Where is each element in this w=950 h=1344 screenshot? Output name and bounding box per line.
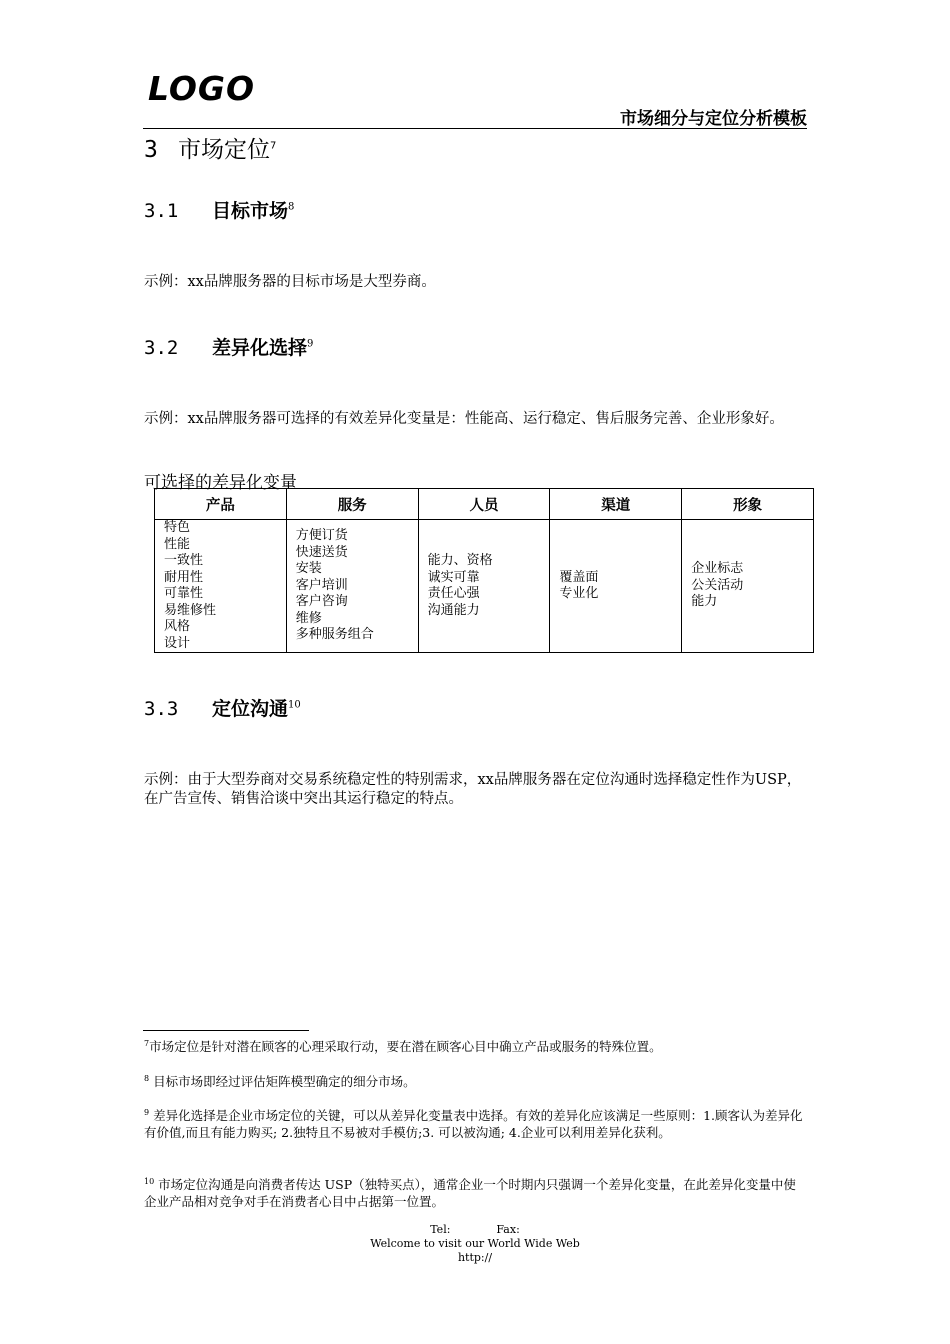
column-header: 渠道	[550, 489, 682, 520]
footnote-mark: 9	[144, 1107, 150, 1117]
section-3-3-heading	[144, 694, 301, 721]
list-item: 客户培训	[295, 577, 348, 593]
footer-tel: Tel:	[430, 1223, 451, 1236]
footnote-ref[interactable]: 9	[307, 338, 314, 350]
list-item: 风格	[164, 619, 191, 634]
list-item: 责任心强	[427, 586, 480, 601]
list-item: 专业化	[559, 586, 599, 601]
table-cell-personnel	[418, 520, 550, 653]
list-item: 能力、资格	[427, 553, 493, 568]
column-header: 产品	[155, 489, 287, 520]
section-3-1-heading	[144, 196, 294, 223]
list-item: 方便订货	[295, 528, 348, 544]
list-item: 客户咨询	[295, 594, 348, 610]
footnote-text: 市场定位沟通是向消费者传达 USP（独特买点），通常企业一个时期内只强调一个差异化变量，在此差异化变量中使企业产品相对竞争对手在消费者心目中占据第一位置。	[144, 1177, 796, 1209]
footnote	[144, 1038, 808, 1055]
document-title: 市场细分与定位分析模板	[620, 109, 807, 129]
table-caption: 可选择的差异化变量	[144, 473, 297, 493]
list-item: 快速送货	[295, 544, 348, 560]
list-item: 沟通能力	[427, 602, 480, 618]
footnote-ref[interactable]: 7	[270, 140, 277, 152]
differentiation-variables-table	[154, 488, 814, 653]
footnote-ref[interactable]: 10	[288, 699, 301, 711]
column-header: 服务	[286, 489, 418, 520]
section-number: 3.2	[144, 337, 179, 359]
table-cell-product	[155, 520, 287, 653]
list-item: 耐用性	[164, 569, 204, 585]
table-header-row	[155, 489, 814, 520]
list-item: 企业标志	[691, 561, 744, 577]
section-title: 目标市场	[212, 200, 289, 222]
header-divider	[143, 128, 807, 129]
list-item: 诚实可靠	[427, 569, 480, 585]
footnote	[144, 1176, 808, 1210]
section-number: 3.1	[144, 200, 179, 222]
section-3-1-example: 示例：xx品牌服务器的目标市场是大型券商。	[144, 274, 436, 290]
footer-welcome: Welcome to visit our World Wide Web	[370, 1237, 580, 1250]
footnote-text: 差异化选择是企业市场定位的关键，可以从差异化变量表中选择。有效的差异化应该满足一些原则：1.顾客认为差异化有价值,而且有能力购买; 2.独特且不易被对手模仿;3. 可以被沟通; 4.企业可以利用差异化获利。	[144, 1108, 803, 1140]
section-3-3-example: 示例：由于大型券商对交易系统稳定性的特别需求，xx品牌服务器在定位沟通时选择稳定性作为USP，在广告宣传、销售洽谈中突出其运行稳定的特点。	[144, 772, 802, 807]
list-item: 公关活动	[691, 577, 744, 593]
list-item: 一致性	[164, 553, 204, 568]
footnote-text: 市场定位是针对潜在顾客的心理采取行动，要在潜在顾客心目中确立产品或服务的特殊位置。	[149, 1039, 662, 1054]
column-header: 形象	[682, 489, 814, 520]
section-3-2-example: 示例：xx品牌服务器可选择的有效差异化变量是：性能高、运行稳定、售后服务完善、企业形象好。	[144, 411, 784, 427]
list-item: 特色	[164, 520, 191, 535]
list-item: 安装	[295, 561, 322, 577]
footnote	[144, 1073, 808, 1090]
list-item: 易维修性	[164, 602, 217, 618]
footnote-text: 目标市场即经过评估矩阵模型确定的细分市场。	[153, 1074, 416, 1089]
footnote-mark: 8	[144, 1073, 150, 1083]
section-3-heading	[144, 131, 276, 164]
footer-contact	[0, 1223, 950, 1237]
list-item: 可靠性	[164, 586, 204, 601]
footnote	[144, 1107, 808, 1141]
list-item: 性能	[164, 536, 191, 552]
table-row	[155, 520, 814, 653]
logo: LOGO	[148, 69, 256, 108]
list-item: 能力	[691, 594, 718, 610]
section-3-2-heading	[144, 333, 313, 360]
section-title: 市场定位	[178, 137, 270, 163]
list-item: 维修	[295, 610, 322, 626]
list-item: 多种服务组合	[295, 627, 374, 643]
section-number: 3	[144, 137, 158, 163]
list-item: 覆盖面	[559, 569, 599, 585]
footer-fax: Fax:	[496, 1223, 520, 1236]
column-header: 人员	[418, 489, 550, 520]
list-item: 设计	[164, 635, 191, 651]
table-cell-channel	[550, 520, 682, 653]
footnote-mark: 10	[144, 1176, 155, 1186]
table-cell-service	[286, 520, 418, 653]
section-title: 定位沟通	[212, 698, 289, 720]
footnote-separator	[143, 1030, 309, 1031]
section-title: 差异化选择	[212, 337, 308, 359]
section-number: 3.3	[144, 698, 179, 720]
footnote-mark: 7	[144, 1038, 150, 1048]
table-cell-image	[682, 520, 814, 653]
footnote-ref[interactable]: 8	[288, 201, 295, 213]
footer-url[interactable]: http://	[457, 1251, 493, 1264]
